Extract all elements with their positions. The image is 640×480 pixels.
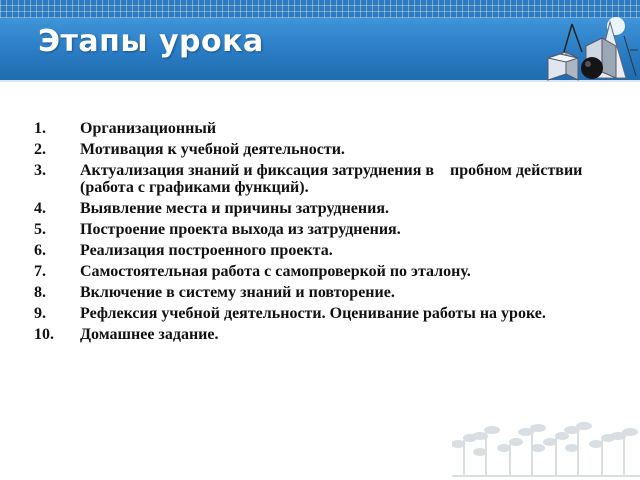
- step-text: Построение проекта выхода из затруднения.: [80, 221, 401, 238]
- step-number: 5.: [34, 221, 46, 238]
- plants-decoration-icon: [452, 418, 640, 480]
- lesson-steps-list: [34, 120, 634, 347]
- list-item: [34, 284, 634, 301]
- list-item: [34, 305, 634, 322]
- math-shapes-icon: [536, 16, 640, 86]
- list-item: [34, 242, 634, 259]
- step-number: 9.: [34, 305, 46, 322]
- list-item: [34, 141, 634, 158]
- list-item: [34, 263, 634, 280]
- step-text: Выявление места и причины затруднения.: [80, 200, 389, 217]
- list-item: [34, 221, 634, 238]
- list-item: [34, 200, 634, 217]
- list-item: [34, 120, 634, 137]
- step-text: Самостоятельная работа с самопроверкой по эталону.: [80, 263, 471, 280]
- step-number: 2.: [34, 141, 46, 158]
- step-number: 4.: [34, 200, 46, 217]
- step-text: Актуализация знаний и фиксация затруднения в пробном действии (работа с графиками функций).: [80, 162, 587, 196]
- step-text: Организационный: [80, 120, 217, 137]
- step-number: 8.: [34, 284, 46, 301]
- step-text: Реализация построенного проекта.: [80, 242, 333, 259]
- slide-title: Этапы урока: [38, 24, 264, 59]
- step-text: Домашнее задание.: [80, 326, 219, 343]
- list-item: [34, 326, 634, 343]
- step-text: Рефлексия учебной деятельности. Оценивание работы на уроке.: [80, 305, 546, 322]
- step-number: 6.: [34, 242, 46, 259]
- list-item: [34, 162, 634, 196]
- step-number: 10.: [34, 326, 54, 343]
- step-text: Включение в систему знаний и повторение.: [80, 284, 395, 301]
- step-number: 3.: [34, 162, 46, 179]
- step-number: 1.: [34, 120, 46, 137]
- step-number: 7.: [34, 263, 46, 280]
- step-text: Мотивация к учебной деятельности.: [80, 141, 345, 158]
